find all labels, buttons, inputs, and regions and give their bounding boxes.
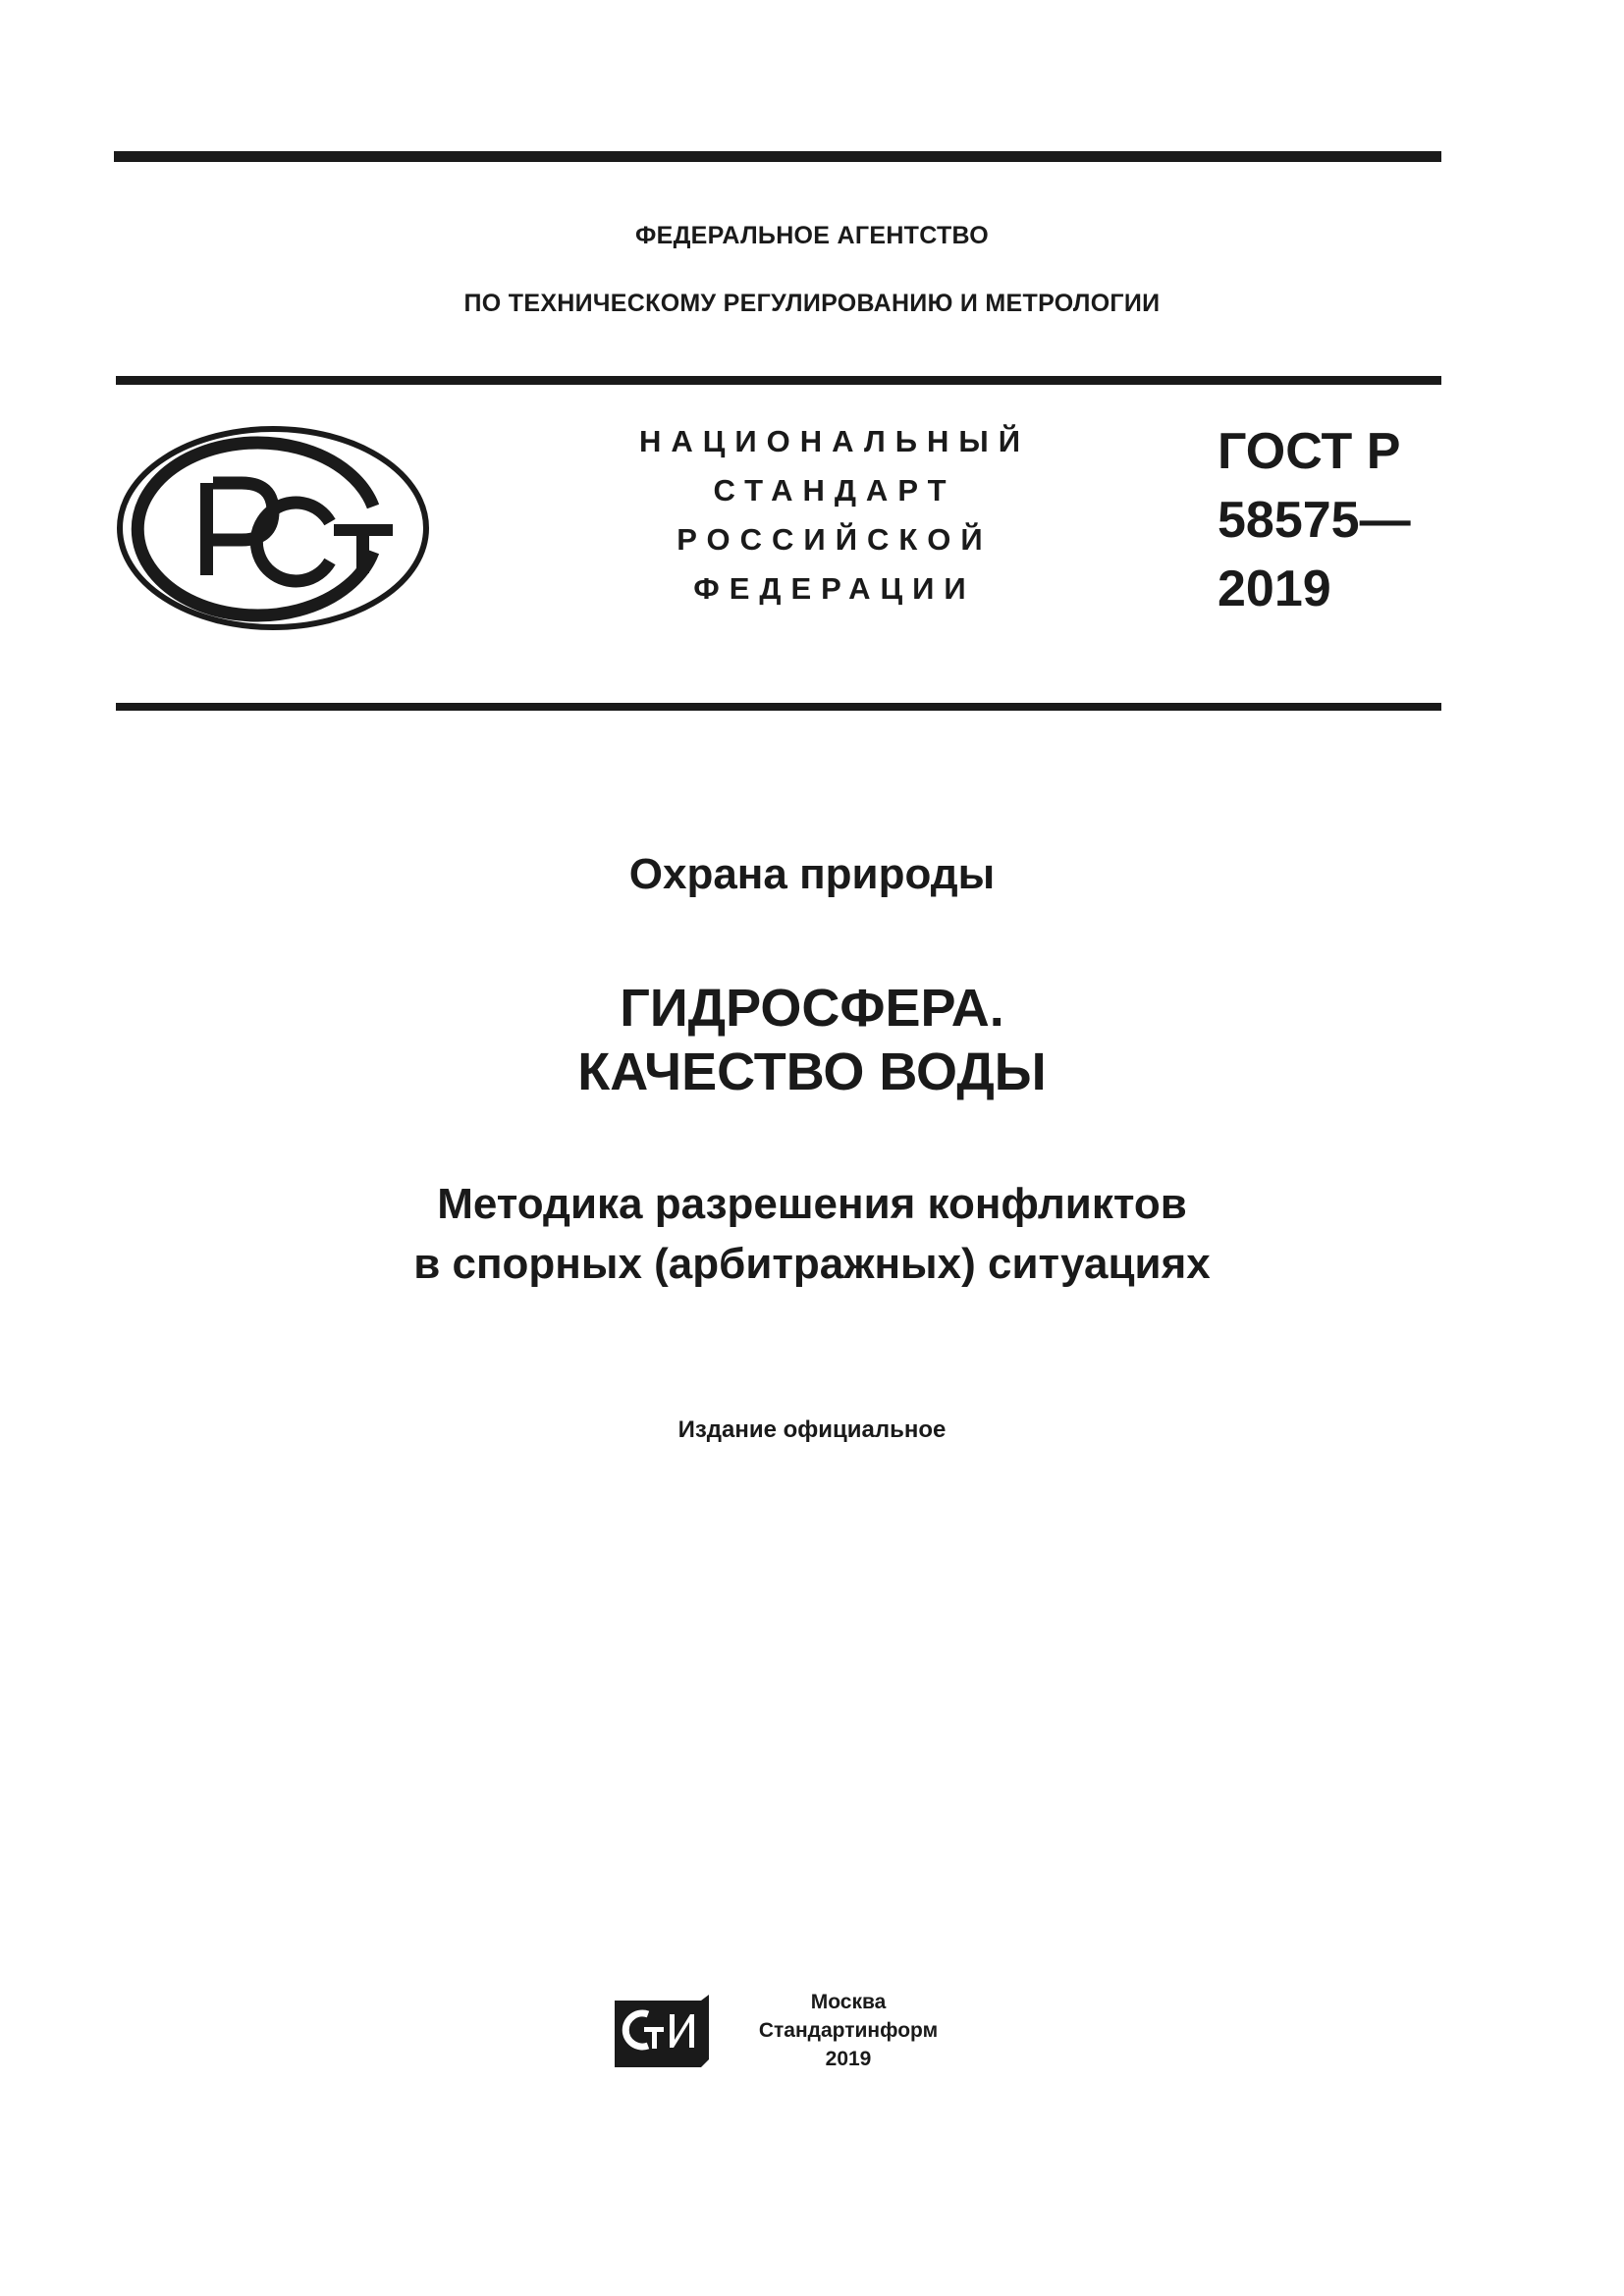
gost-code-line-1: ГОСТ Р — [1218, 423, 1401, 480]
agency-line-2: ПО ТЕХНИЧЕСКОМУ РЕГУЛИРОВАНИЮ И МЕТРОЛОГИИ — [463, 290, 1161, 317]
national-title-line-3: РОССИЙСКОЙ — [677, 522, 993, 557]
main-title — [0, 977, 1624, 1104]
gost-code-line-3: 2019 — [1218, 561, 1331, 617]
national-standard-title — [550, 417, 1110, 614]
main-title-line-1: ГИДРОСФЕРА. — [620, 979, 1004, 1038]
standard-block-top-rule — [116, 376, 1441, 385]
standard-block-bottom-rule — [116, 703, 1441, 711]
subject-title: Охрана природы — [628, 850, 996, 898]
national-title-line-2: СТАНДАРТ — [713, 473, 956, 507]
method-title-line-1: Методика разрешения конфликтов — [437, 1180, 1187, 1228]
edition-label: Издание официальное — [677, 1416, 947, 1443]
publisher-year: 2019 — [825, 2048, 872, 2070]
gost-code — [1218, 417, 1411, 623]
publisher-city: Москва — [810, 1991, 887, 2013]
agency-line-1: ФЕДЕРАЛЬНОЕ АГЕНТСТВО — [634, 222, 990, 249]
main-title-line-2: КАЧЕСТВО ВОДЫ — [577, 1042, 1047, 1101]
national-title-line-1: НАЦИОНАЛЬНЫЙ — [638, 424, 1031, 458]
rst-emblem-icon — [116, 424, 430, 632]
standartinform-logo-icon — [615, 1995, 711, 2069]
top-rule — [114, 151, 1441, 162]
national-title-line-4: ФЕДЕРАЦИИ — [693, 571, 976, 606]
method-title-line-2: в спорных (арбитражных) ситуациях — [413, 1240, 1211, 1288]
publisher-info — [731, 1988, 966, 2073]
publisher-name: Стандартинформ — [758, 2019, 939, 2042]
gost-code-line-2: 58575— — [1218, 492, 1411, 549]
method-title — [0, 1174, 1624, 1294]
